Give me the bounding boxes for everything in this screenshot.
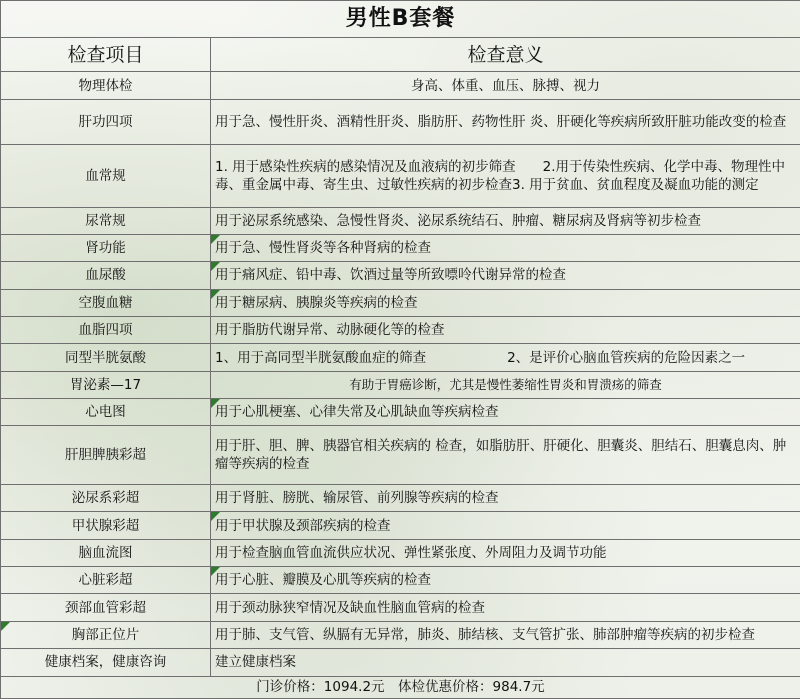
table-row — [1, 621, 800, 648]
item-blood-lipids: 血脂四项 — [1, 316, 211, 343]
item-uric-acid: 血尿酸 — [1, 262, 211, 289]
table-row — [1, 594, 800, 621]
item-ecg: 心电图 — [1, 399, 211, 426]
meaning-heart-ultrasound: 用于心脏、瓣膜及心肌等疾病的检查 — [211, 567, 800, 594]
table-row — [1, 539, 800, 566]
meaning-thyroid-ultrasound: 用于甲状腺及颈部疾病的检查 — [211, 512, 800, 539]
meaning-chest-xray: 用于肺、支气管、纵膈有无异常，肺炎、肺结核、支气管扩张、肺部肿瘤等疾病的初步检查 — [211, 621, 800, 648]
item-physical-exam: 物理体检 — [1, 71, 211, 99]
item-carotid-ultrasound: 颈部血管彩超 — [1, 594, 211, 621]
meaning-abdominal-ultrasound: 用于肝、胆、脾、胰器官相关疾病的 检查，如脂肪肝、肝硬化、胆囊炎、胆结石、胆囊息肉、肿瘤等疾病的检查 — [211, 426, 800, 485]
meaning-kidney-function: 用于急、慢性肾炎等各种肾病的检查 — [211, 234, 800, 261]
table-row — [1, 234, 800, 261]
table-row — [1, 100, 800, 145]
header-item: 检查项目 — [1, 38, 211, 71]
table-row — [1, 485, 800, 512]
meaning-fasting-glucose: 用于糖尿病、胰腺炎等疾病的检查 — [211, 289, 800, 316]
table-row — [1, 649, 800, 676]
item-urine-routine: 尿常规 — [1, 207, 211, 234]
price-footer: 门诊价格：1094.2元 体检优惠价格：984.7元 — [1, 676, 800, 698]
item-thyroid-ultrasound: 甲状腺彩超 — [1, 512, 211, 539]
meaning-blood-lipids: 用于脂肪代谢异常、动脉硬化等的检查 — [211, 316, 800, 343]
meaning-gastrin-17: 有助于胃癌诊断，尤其是慢性萎缩性胃炎和胃溃疡的筛查 — [211, 371, 800, 398]
table-row — [1, 371, 800, 398]
meaning-cerebral-bloodflow: 用于检查脑血管血流供应状况、弹性紧张度、外周阻力及调节功能 — [211, 539, 800, 566]
meaning-carotid-ultrasound: 用于颈动脉狭窄情况及缺血性脑血管病的检查 — [211, 594, 800, 621]
meaning-uric-acid: 用于痛风症、铅中毒、饮酒过量等所致嘌呤代谢异常的检查 — [211, 262, 800, 289]
item-kidney-function: 肾功能 — [1, 234, 211, 261]
meaning-physical-exam: 身高、体重、血压、脉搏、视力 — [211, 71, 800, 99]
item-health-records: 健康档案，健康咨询 — [1, 649, 211, 676]
table-row — [1, 144, 800, 207]
meaning-urinary-ultrasound: 用于肾脏、膀胱、输尿管、前列腺等疾病的检查 — [211, 485, 800, 512]
table-row — [1, 289, 800, 316]
package-title: 男性B套餐 — [1, 1, 800, 38]
table-row — [1, 399, 800, 426]
table-row — [1, 71, 800, 99]
item-chest-xray: 胸部正位片 — [1, 621, 211, 648]
table-row — [1, 512, 800, 539]
item-blood-routine: 血常规 — [1, 144, 211, 207]
item-urinary-ultrasound: 泌尿系彩超 — [1, 485, 211, 512]
meaning-health-records: 建立健康档案 — [211, 649, 800, 676]
header-meaning: 检查意义 — [211, 38, 800, 71]
meaning-ecg: 用于心肌梗塞、心律失常及心肌缺血等疾病检查 — [211, 399, 800, 426]
item-cerebral-bloodflow: 脑血流图 — [1, 539, 211, 566]
item-abdominal-ultrasound: 肝胆脾胰彩超 — [1, 426, 211, 485]
item-fasting-glucose: 空腹血糖 — [1, 289, 211, 316]
item-homocysteine: 同型半胱氨酸 — [1, 344, 211, 371]
meaning-urine-routine: 用于泌尿系统感染、急慢性肾炎、泌尿系统结石、肿瘤、糖尿病及肾病等初步检查 — [211, 207, 800, 234]
table-row — [1, 262, 800, 289]
item-gastrin-17: 胃泌素—17 — [1, 371, 211, 398]
table-row — [1, 567, 800, 594]
table-row — [1, 207, 800, 234]
table-row — [1, 316, 800, 343]
meaning-blood-routine: 1. 用于感染性疾病的感染情况及血液病的初步筛查 2.用于传染性疾病、化学中毒、物理性中毒、重金属中毒、寄生虫、过敏性疾病的初步检查3. 用于贫血、贫血程度及凝血功能的测定 — [211, 144, 800, 207]
table-row — [1, 426, 800, 485]
item-liver-function: 肝功四项 — [1, 100, 211, 145]
meaning-liver-function: 用于急、慢性肝炎、酒精性肝炎、脂肪肝、药物性肝 炎、肝硬化等疾病所致肝脏功能改变的检查 — [211, 100, 800, 145]
meaning-homocysteine: 1、用于高同型半胱氨酸血症的筛查 2、是评价心脑血管疾病的危险因素之一 — [211, 344, 800, 371]
item-heart-ultrasound: 心脏彩超 — [1, 567, 211, 594]
table-row — [1, 344, 800, 371]
